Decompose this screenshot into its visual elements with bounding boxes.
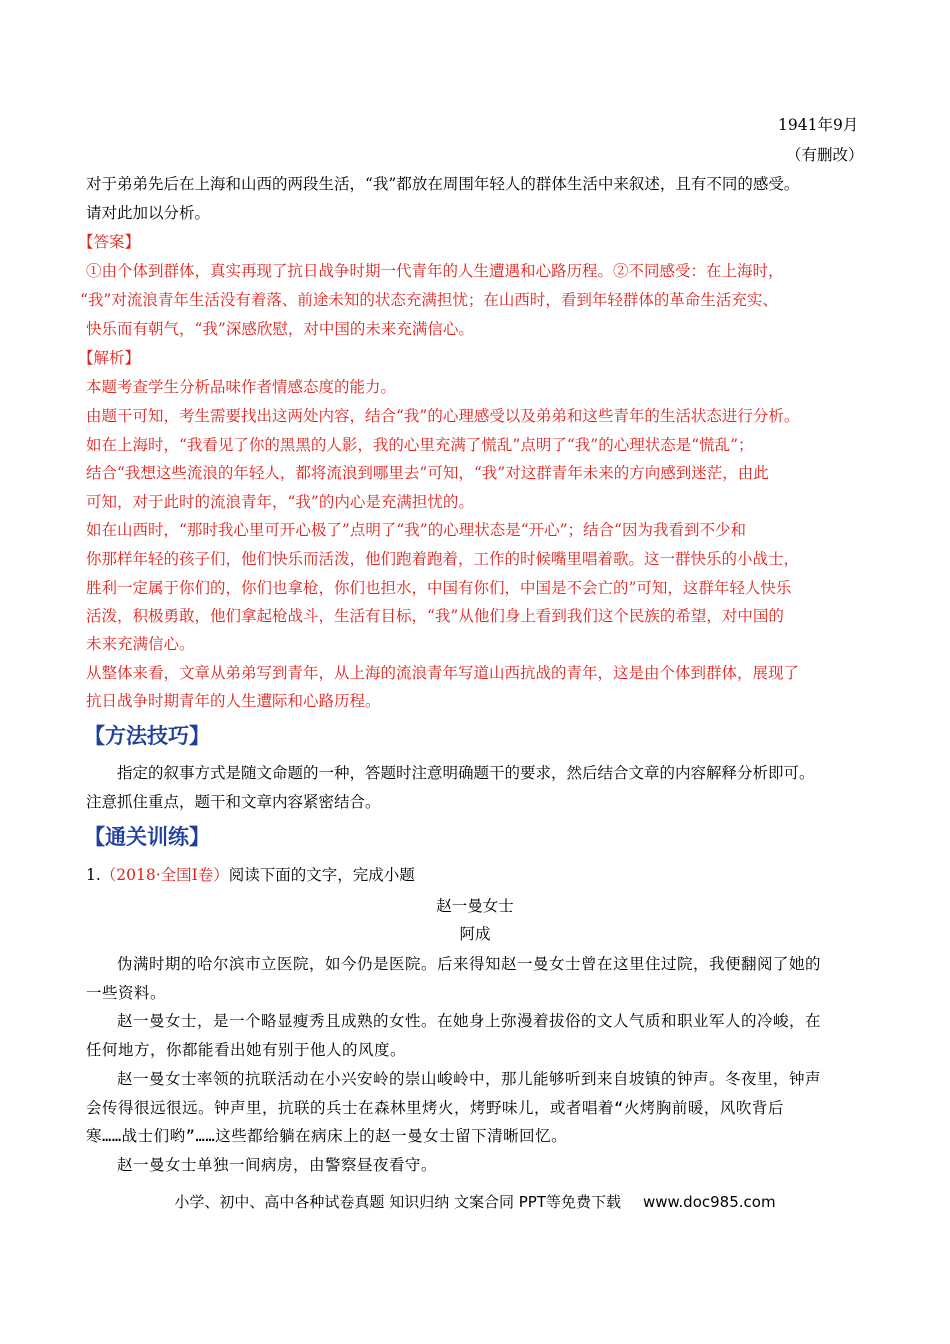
story-line-2: 一些资料。 — [86, 984, 167, 1002]
analysis-line-6: 如在山西时，“那时我心里可开心极了”点明了“我”的心理状态是“开心”；结合“因为我看到不少和 — [86, 521, 746, 539]
analysis-line-3: 如在上海时，“我看见了你的黑黑的人影，我的心里充满了慌乱”点明了“我”的心理状态是“慌乱”； — [86, 436, 754, 454]
edit-note: （有删改） — [786, 146, 864, 164]
story-line-6: 会传得很远很远。钟声里，抗联的兵士在森林里烤火，烤野味儿，或者唱着“火烤胸前暖，风吹背后 — [86, 1099, 784, 1117]
story-line-8: 赵一曼女士单独一间病房，由警察昼夜看守。 — [117, 1156, 438, 1174]
analysis-line-7: 你那样年轻的孩子们，他们快乐而活泼，他们跑着跑着，工作的时候嘴里唱着歌。这一群快乐的小战士， — [86, 550, 800, 568]
answer-line-2: “我”对流浪青年生活没有着落、前途未知的状态充满担忧；在山西时，看到年轻群体的革命生活充实、 — [80, 291, 778, 309]
answer-line-1: ①由个体到群体，真实再现了抗日战争时期一代青年的人生遭遇和心路历程。②不同感受：在上海时， — [86, 262, 784, 280]
story-line-4: 任何地方，你都能看出她有别于他人的风度。 — [86, 1041, 407, 1059]
question-line-1: 对于弟弟先后在上海和山西的两段生活，“我”都放在周围年轻人的群体生活中来叙述，且有不同的感受。 — [86, 175, 800, 193]
analysis-line-1: 本题考查学生分析品味作者情感态度的能力。 — [86, 378, 397, 396]
footer-url[interactable]: www.doc985.com — [642, 1193, 776, 1211]
story-title: 赵一曼女士 — [436, 897, 514, 915]
training-heading: 【通关训练】 — [84, 825, 210, 849]
answer-line-3: 快乐而有朝气，“我”深感欣慰，对中国的未来充满信心。 — [86, 320, 474, 338]
analysis-line-9: 活泼，积极勇敢，他们拿起枪战斗，生活有目标，“我”从他们身上看到我们这个民族的希望，对中国的 — [86, 607, 784, 625]
story-line-7: 寒……战士们哟”……这些都给躺在病床上的赵一曼女士留下清晰回忆。 — [86, 1127, 568, 1145]
footer-text: 小学、初中、高中各种试卷真题 知识归纳 文案合同 PPT等免费下载 — [174, 1193, 621, 1211]
analysis-line-12: 抗日战争时期青年的人生遭际和心路历程。 — [86, 692, 381, 710]
question-source: （2018·全国I卷） — [100, 866, 229, 884]
analysis-line-8: 胜利一定属于你们的，你们也拿枪，你们也担水，中国有你们，中国是不会亡的”可知，这群年轻人快乐 — [86, 579, 792, 597]
analysis-line-2: 由题干可知，考生需要找出这两处内容，结合“我”的心理感受以及弟弟和这些青年的生活状态进行分析。 — [86, 407, 800, 425]
story-line-3: 赵一曼女士，是一个略显瘦秀且成熟的女性。在她身上弥漫着拔俗的文人气质和职业军人的冷峻，在 — [117, 1012, 822, 1030]
analysis-line-11: 从整体来看，文章从弟弟写到青年，从上海的流浪青年写道山西抗战的青年，这是由个体到群体，展现了 — [86, 664, 800, 682]
story-line-5: 赵一曼女士率领的抗联活动在小兴安岭的崇山峻岭中，那儿能够听到来自坡镇的钟声。冬夜里，钟声 — [117, 1070, 822, 1088]
method-line-1: 指定的叙事方式是随文命题的一种，答题时注意明确题干的要求，然后结合文章的内容解释分析即可。 — [117, 764, 815, 782]
question-number: 1. — [86, 866, 101, 884]
analysis-line-10: 未来充满信心。 — [86, 635, 195, 653]
analysis-line-4: 结合“我想这些流浪的年轻人，都将流浪到哪里去”可知，“我”对这群青年未来的方向感到迷茫，由此 — [86, 464, 769, 482]
analysis-label: 【解析】 — [78, 349, 141, 367]
story-author: 阿成 — [459, 925, 491, 943]
analysis-line-5: 可知，对于此时的流浪青年，“我”的内心是充满担忧的。 — [86, 493, 474, 511]
question-line-2: 请对此加以分析。 — [86, 204, 211, 222]
question-1 — [86, 865, 415, 885]
answer-label: 【答案】 — [78, 233, 141, 251]
method-line-2: 注意抓住重点，题干和文章内容紧密结合。 — [86, 793, 381, 811]
method-heading: 【方法技巧】 — [84, 724, 210, 748]
question-text: 阅读下面的文字，完成小题 — [228, 866, 415, 884]
story-line-1: 伪满时期的哈尔滨市立医院，如今仍是医院。后来得知赵一曼女士曾在这里住过院，我便翻阅了她的 — [117, 955, 822, 973]
date-line: 1941年9月 — [778, 116, 859, 134]
footer — [0, 1191, 950, 1212]
